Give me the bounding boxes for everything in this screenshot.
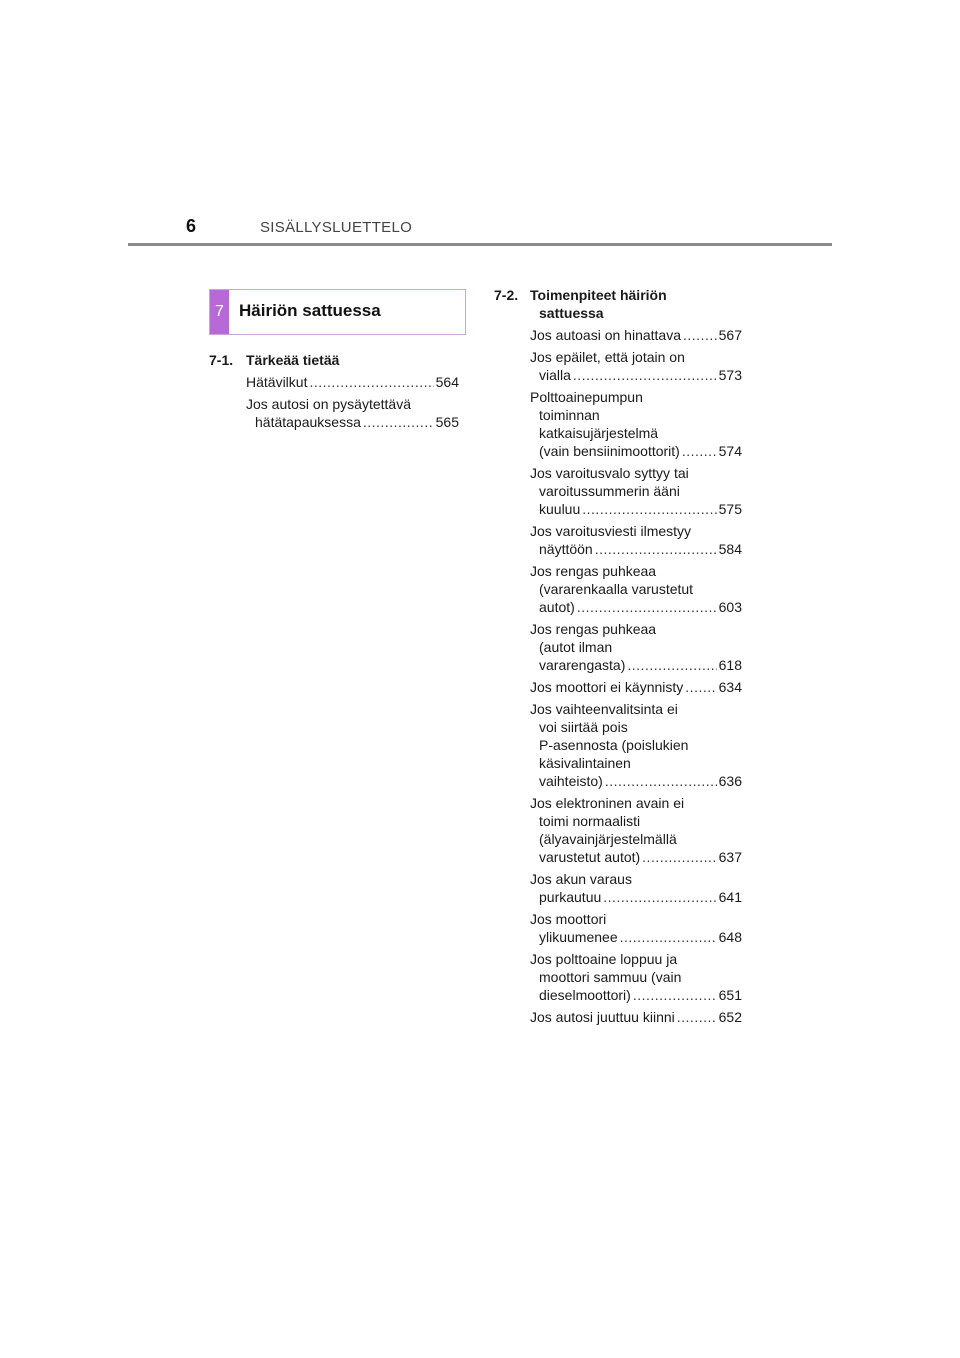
toc-entry-leader-row bbox=[530, 848, 742, 866]
page-reference: 565 bbox=[435, 414, 459, 430]
toc-entry-line: Jos varoitusvalo syttyy tai bbox=[530, 465, 689, 481]
toc-entry-line: Polttoainepumpun bbox=[530, 389, 643, 405]
toc-entry-line: kuuluu bbox=[539, 501, 581, 517]
toc-entry-line: Jos autosi juuttuu kiinni bbox=[530, 1009, 675, 1025]
toc-entry bbox=[530, 562, 742, 616]
toc-entry-line: vararengasta) bbox=[539, 657, 626, 673]
dot-leader bbox=[633, 986, 717, 1004]
page-reference: 575 bbox=[718, 501, 742, 517]
page-number: 6 bbox=[186, 216, 197, 236]
toc-entry-line: vaihteisto) bbox=[539, 773, 603, 789]
toc-entry bbox=[530, 348, 742, 384]
toc-entry bbox=[530, 1008, 742, 1026]
dot-leader bbox=[573, 366, 717, 384]
toc-entry-line: Jos akun varaus bbox=[530, 871, 632, 887]
section-title-line: sattuessa bbox=[539, 305, 604, 321]
dot-leader bbox=[605, 772, 717, 790]
toc-entry-leader-row bbox=[530, 598, 742, 616]
page-reference: 634 bbox=[718, 679, 742, 695]
toc-column-right bbox=[494, 286, 742, 1030]
toc-entry bbox=[530, 522, 742, 558]
toc-entry-leader-row bbox=[530, 442, 742, 460]
dot-leader bbox=[620, 928, 717, 946]
toc-entry-leader-row bbox=[530, 928, 742, 946]
toc-entry-line: purkautuu bbox=[539, 889, 602, 905]
dot-leader bbox=[683, 326, 717, 344]
toc-entry-line: Jos autosi on pysäytettävä bbox=[246, 396, 411, 412]
toc-entry bbox=[246, 395, 459, 431]
page-reference: 573 bbox=[718, 367, 742, 383]
page-reference: 564 bbox=[435, 374, 459, 390]
page-reference: 603 bbox=[718, 599, 742, 615]
dot-leader bbox=[582, 500, 716, 518]
page-reference: 637 bbox=[718, 849, 742, 865]
page-reference: 651 bbox=[718, 987, 742, 1003]
toc-entry-line: Jos autoasi on hinattava bbox=[530, 327, 681, 343]
toc-entry-line: Jos epäilet, että jotain on bbox=[530, 349, 685, 365]
toc-entry-line: Jos moottori bbox=[530, 911, 607, 927]
toc-entry bbox=[530, 700, 742, 790]
toc-entry-line: (älyavainjärjestelmällä bbox=[539, 831, 677, 847]
page-reference: 636 bbox=[718, 773, 742, 789]
page-reference: 652 bbox=[718, 1009, 742, 1025]
toc-entry-line: toiminnan bbox=[539, 407, 600, 423]
toc-entry-line: katkaisujärjestelmä bbox=[539, 425, 659, 441]
toc-entry-line: varoitussummerin ääni bbox=[539, 483, 680, 499]
dot-leader bbox=[595, 540, 717, 558]
toc-entry-line: dieselmoottori) bbox=[539, 987, 631, 1003]
toc-entry-line: Jos rengas puhkeaa bbox=[530, 563, 657, 579]
toc-entry bbox=[530, 794, 742, 866]
toc-entry-line: Jos vaihteenvalitsinta ei bbox=[530, 701, 678, 717]
toc-entry-line: Jos moottori ei käynnisty bbox=[530, 679, 684, 695]
toc-entry-leader-row bbox=[530, 772, 742, 790]
dot-leader bbox=[682, 442, 717, 460]
toc-entry-leader-row bbox=[530, 326, 742, 344]
toc-entry bbox=[530, 326, 742, 344]
dot-leader bbox=[603, 888, 716, 906]
toc-entry-line: P-asennosta (poislukien bbox=[539, 737, 689, 753]
toc-entry-leader-row bbox=[530, 888, 742, 906]
toc-entry bbox=[530, 950, 742, 1004]
toc-entry-leader-row bbox=[530, 500, 742, 518]
toc-entry-leader-row bbox=[246, 413, 459, 431]
toc-entry bbox=[530, 910, 742, 946]
toc-entry bbox=[246, 373, 459, 391]
chapter-title: Häiriön sattuessa bbox=[239, 301, 381, 320]
toc-entry-line: Jos rengas puhkeaa bbox=[530, 621, 657, 637]
toc-entry bbox=[530, 620, 742, 674]
dot-leader bbox=[363, 413, 434, 431]
page-reference: 567 bbox=[718, 327, 742, 343]
toc-entry-leader-row bbox=[246, 373, 459, 391]
dot-leader bbox=[677, 1008, 717, 1026]
toc-entry-line: näyttöön bbox=[539, 541, 593, 557]
toc-entry bbox=[530, 388, 742, 460]
section-title-line: Toimenpiteet häiriön bbox=[530, 287, 667, 303]
dot-leader bbox=[627, 656, 716, 674]
toc-entry-leader-row bbox=[530, 366, 742, 384]
header-rule bbox=[128, 243, 832, 246]
toc-entry-leader-row bbox=[530, 540, 742, 558]
page-reference: 618 bbox=[718, 657, 742, 673]
chapter-heading-box bbox=[209, 289, 466, 335]
dot-leader bbox=[577, 598, 717, 616]
dot-leader bbox=[685, 678, 716, 696]
toc-entry-leader-row bbox=[530, 656, 742, 674]
section-number: 7-2. bbox=[494, 287, 519, 303]
toc-entry-line: (autot ilman bbox=[539, 639, 613, 655]
toc-entry-line: Hätävilkut bbox=[246, 374, 308, 390]
section-title bbox=[530, 286, 742, 322]
page-reference: 648 bbox=[718, 929, 742, 945]
toc-entry-line: hätätapauksessa bbox=[255, 414, 361, 430]
toc-entry-leader-row bbox=[530, 678, 742, 696]
toc-entry-line: autot) bbox=[539, 599, 575, 615]
toc-entry-leader-row bbox=[530, 986, 742, 1004]
toc-entry-line: varustetut autot) bbox=[539, 849, 641, 865]
chapter-number-tab: 7 bbox=[210, 290, 229, 334]
toc-entry bbox=[530, 678, 742, 696]
dot-leader bbox=[642, 848, 716, 866]
section-number: 7-1. bbox=[209, 352, 234, 368]
page-reference: 574 bbox=[718, 443, 742, 459]
section-heading bbox=[209, 351, 459, 369]
toc-entry-line: ylikuumenee bbox=[539, 929, 618, 945]
toc-entry-line: (vain bensiinimoottorit) bbox=[539, 443, 680, 459]
toc-entry-line: Jos elektroninen avain ei bbox=[530, 795, 685, 811]
toc-entry-leader-row bbox=[530, 1008, 742, 1026]
toc-column-left bbox=[209, 351, 459, 435]
toc-entry-line: käsivalintainen bbox=[539, 755, 631, 771]
page-reference: 641 bbox=[718, 889, 742, 905]
toc-entry-line: Jos polttoaine loppuu ja bbox=[530, 951, 678, 967]
running-title: SISÄLLYSLUETTELO bbox=[260, 219, 413, 236]
dot-leader bbox=[309, 373, 433, 391]
toc-entry-line: voi siirtää pois bbox=[539, 719, 628, 735]
toc-entry bbox=[530, 464, 742, 518]
page-reference: 584 bbox=[718, 541, 742, 557]
toc-entry-line: toimi normaalisti bbox=[539, 813, 641, 829]
toc-entry-line: vialla bbox=[539, 367, 571, 383]
toc-entry bbox=[530, 870, 742, 906]
section-title bbox=[246, 351, 459, 369]
toc-entry-line: moottori sammuu (vain bbox=[539, 969, 682, 985]
toc-entry-line: Jos varoitusviesti ilmestyy bbox=[530, 523, 692, 539]
section-heading bbox=[494, 286, 742, 322]
toc-entry-line: (vararenkaalla varustetut bbox=[539, 581, 694, 597]
section-title-line: Tärkeää tietää bbox=[246, 352, 340, 368]
